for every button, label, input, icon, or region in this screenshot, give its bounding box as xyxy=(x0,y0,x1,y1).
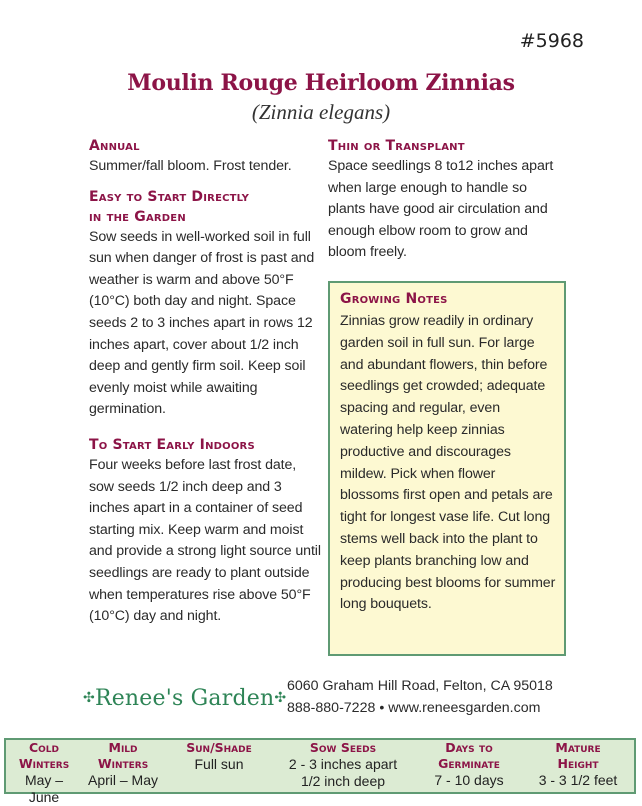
brand-logo xyxy=(83,686,286,711)
info-value: 3 - 3 1/2 feet xyxy=(538,772,618,788)
info-heading: Germinate xyxy=(438,756,500,771)
info-value: 1/2 inch deep xyxy=(300,773,386,789)
section-body: Zinnias grow readily in ordinary garden soil in full sun. For large and abundant flowers, thin before seedlings get crowded; adequate spacing and regular, even watering help keep zinnias productive and discourages mildew. Pick when flower blossoms first open and petals are tight for longest vase life. Cut long stems well back into the plant to keep plants branching low and producing best blooms for summer long bouquets. xyxy=(340,313,556,613)
section-direct-sow xyxy=(89,187,321,421)
ornament-icon: ✣ xyxy=(83,690,95,706)
info-heading: Winters xyxy=(97,756,149,771)
heading-line: Easy to Start Directly xyxy=(89,188,250,205)
info-sun-shade xyxy=(166,740,272,792)
info-heading: Mature xyxy=(555,740,601,755)
section-thin xyxy=(328,136,560,264)
section-heading: Thin or Transplant xyxy=(328,138,465,154)
info-heading: Winters xyxy=(18,756,70,771)
growing-notes-box xyxy=(328,281,566,656)
contact-info xyxy=(287,675,553,719)
info-sow-seeds xyxy=(272,740,414,792)
section-indoors xyxy=(89,435,321,628)
info-heading: Height xyxy=(557,756,599,771)
item-number: #5968 xyxy=(519,30,584,52)
section-body: Space seedlings 8 to12 inches apart when large enough to handle so plants have good air circulation and enough elbow room to grow and bloom freely. xyxy=(328,158,554,261)
section-body: Sow seeds in well-worked soil in full sun when danger of frost is past and weather is warm and above 50°F (10°C) both day and night. Space seeds 2 to 3 inches apart in rows 12 inches apart, cover about 1/2 inch deep and gently firm soil. Keep soil evenly moist while awaiting germination. xyxy=(89,228,315,418)
page-title: Moulin Rouge Heirloom Zinnias xyxy=(127,70,515,96)
info-cold-winters xyxy=(8,740,80,805)
section-heading xyxy=(89,187,321,227)
info-value: Full sun xyxy=(194,756,244,772)
info-value: 7 - 10 days xyxy=(434,772,504,788)
section-heading: To Start Early Indoors xyxy=(89,436,255,453)
left-column xyxy=(89,136,321,637)
info-days-to-germinate xyxy=(414,740,524,792)
info-heading: Sun/Shade xyxy=(186,740,252,755)
website-link[interactable]: www.reneesgarden.com xyxy=(388,700,541,716)
info-heading: Sow Seeds xyxy=(309,740,377,755)
info-heading: Cold xyxy=(28,740,60,755)
right-column xyxy=(328,136,560,273)
brand-name: Renee's Garden xyxy=(94,686,275,711)
separator: • xyxy=(379,700,385,716)
info-mature-height xyxy=(524,740,632,792)
section-heading: Growing Notes xyxy=(340,291,448,307)
section-heading: Annual xyxy=(89,138,140,154)
heading-line: in the Garden xyxy=(89,208,186,225)
info-value: April – May xyxy=(87,772,159,788)
info-heading: Days to xyxy=(445,740,493,755)
section-body: Summer/fall bloom. Frost tender. xyxy=(89,158,292,174)
info-mild-winters xyxy=(80,740,166,792)
section-body: Four weeks before last frost date, sow seeds 1/2 inch deep and 3 inches apart in a container of seed starting mix. Keep warm and moist and provide a strong light source until seedlings are ready to plant outside when temperatures rise above 50°F (10°C) day and night. xyxy=(89,456,321,625)
planting-info-bar xyxy=(4,738,636,805)
phone: 888-880-7228 xyxy=(287,700,376,716)
section-annual xyxy=(89,136,321,178)
info-value: May – June xyxy=(24,772,64,805)
latin-name: (Zinnia elegans) xyxy=(251,100,391,124)
address: 6060 Graham Hill Road, Felton, CA 95018 xyxy=(287,678,553,694)
phone-web-line xyxy=(287,697,553,719)
info-heading: Mild xyxy=(108,740,138,755)
info-value: 2 - 3 inches apart xyxy=(288,756,398,772)
ornament-icon: ✣ xyxy=(274,690,287,706)
